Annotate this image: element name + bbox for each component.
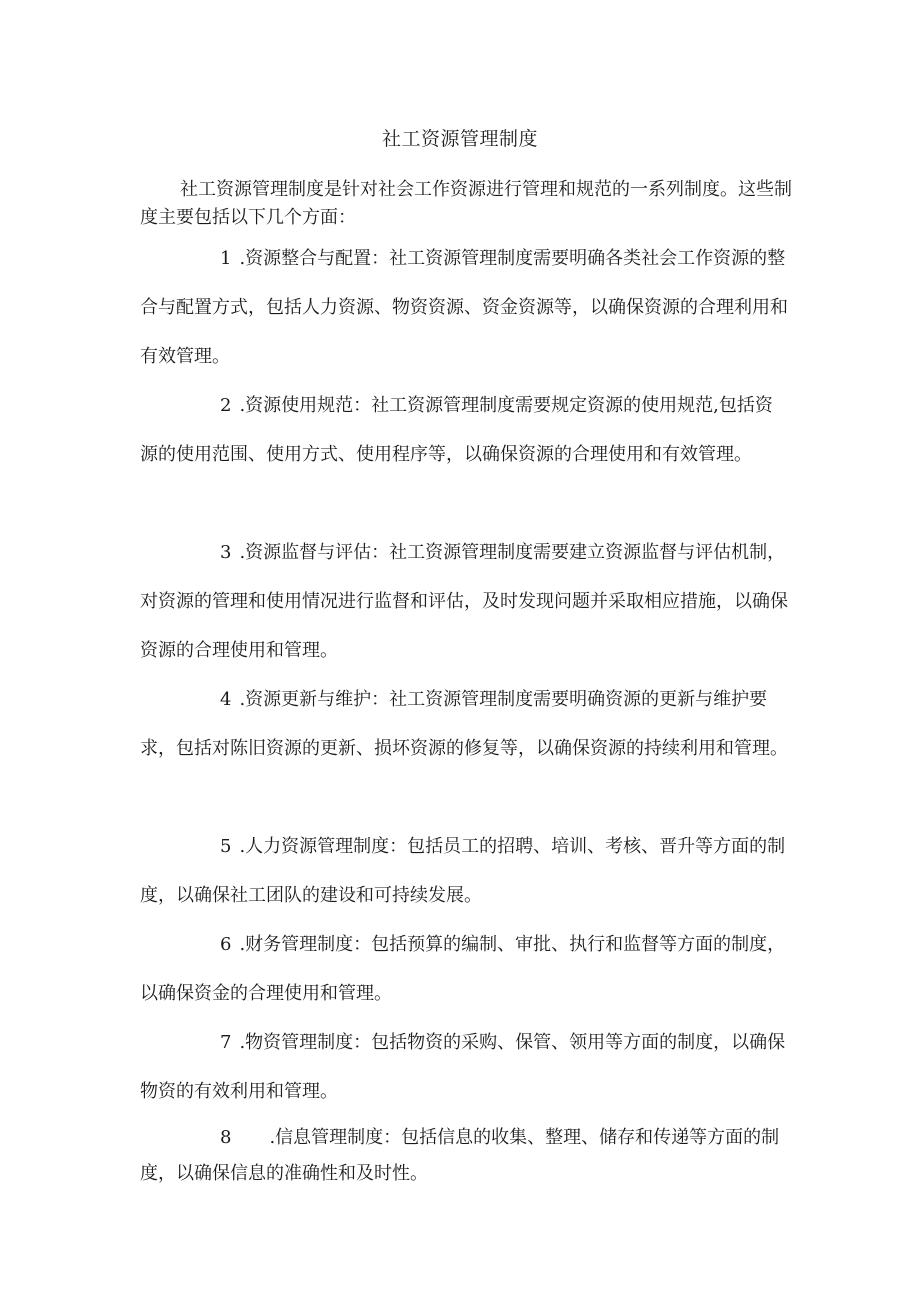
document-title: 社工资源管理制度 bbox=[381, 128, 538, 150]
intro-paragraph: 社工资源管理制度是针对社会工作资源进行管理和规范的一系列制度。这些制度主要包括以下几个方面： bbox=[140, 179, 792, 228]
list-item-8 bbox=[140, 1120, 790, 1192]
list-item-1 bbox=[140, 234, 790, 381]
item-text: .资源监督与评估：社工资源管理制度需要建立资源监督与评估机制，对资源的管理和使用情况进行监督和评估，及时发现问题并采取相应措施，以确保资源的合理使用和管理。 bbox=[140, 542, 788, 661]
item-number: 5 bbox=[220, 836, 232, 857]
list-item-2 bbox=[140, 381, 790, 479]
item-text: .财务管理制度：包括预算的编制、审批、执行和监督等方面的制度，以确保资金的合理使用和管理。 bbox=[140, 934, 786, 1004]
item-text: .物资管理制度：包括物资的采购、保管、领用等方面的制度，以确保物资的有效利用和管理。 bbox=[140, 1032, 786, 1102]
item-number: 2 bbox=[220, 395, 232, 416]
item-number: 3 bbox=[220, 542, 232, 563]
item-number: 8 bbox=[220, 1127, 232, 1148]
item-text: .资源使用规范：社工资源管理制度需要规定资源的使用规范,包括资源的使用范围、使用方式、使用程序等，以确保资源的合理使用和有效管理。 bbox=[140, 395, 773, 465]
list-item-3 bbox=[140, 528, 790, 675]
item-number: 6 bbox=[220, 934, 232, 955]
item-text: .资源整合与配置：社工资源管理制度需要明确各类社会工作资源的整合与配置方式，包括人力资源、物资资源、资金资源等，以确保资源的合理利用和有效管理。 bbox=[140, 248, 788, 367]
item-text: .人力资源管理制度：包括员工的招聘、培训、考核、晋升等方面的制度，以确保社工团队的建设和可持续发展。 bbox=[140, 836, 786, 906]
list-item-7 bbox=[140, 1018, 790, 1116]
item-text: .信息管理制度：包括信息的收集、整理、储存和传递等方面的制度，以确保信息的准确性和及时性。 bbox=[140, 1127, 780, 1184]
list-item-5 bbox=[140, 822, 790, 920]
item-text: .资源更新与维护：社工资源管理制度需要明确资源的更新与维护要求，包括对陈旧资源的更新、损坏资源的修复等，以确保资源的持续利用和管理。 bbox=[140, 689, 788, 759]
item-number: 7 bbox=[220, 1032, 232, 1053]
item-number: 4 bbox=[220, 689, 232, 710]
list-item-4 bbox=[140, 675, 790, 773]
item-number: 1 bbox=[220, 248, 232, 269]
list-item-6 bbox=[140, 920, 790, 1018]
